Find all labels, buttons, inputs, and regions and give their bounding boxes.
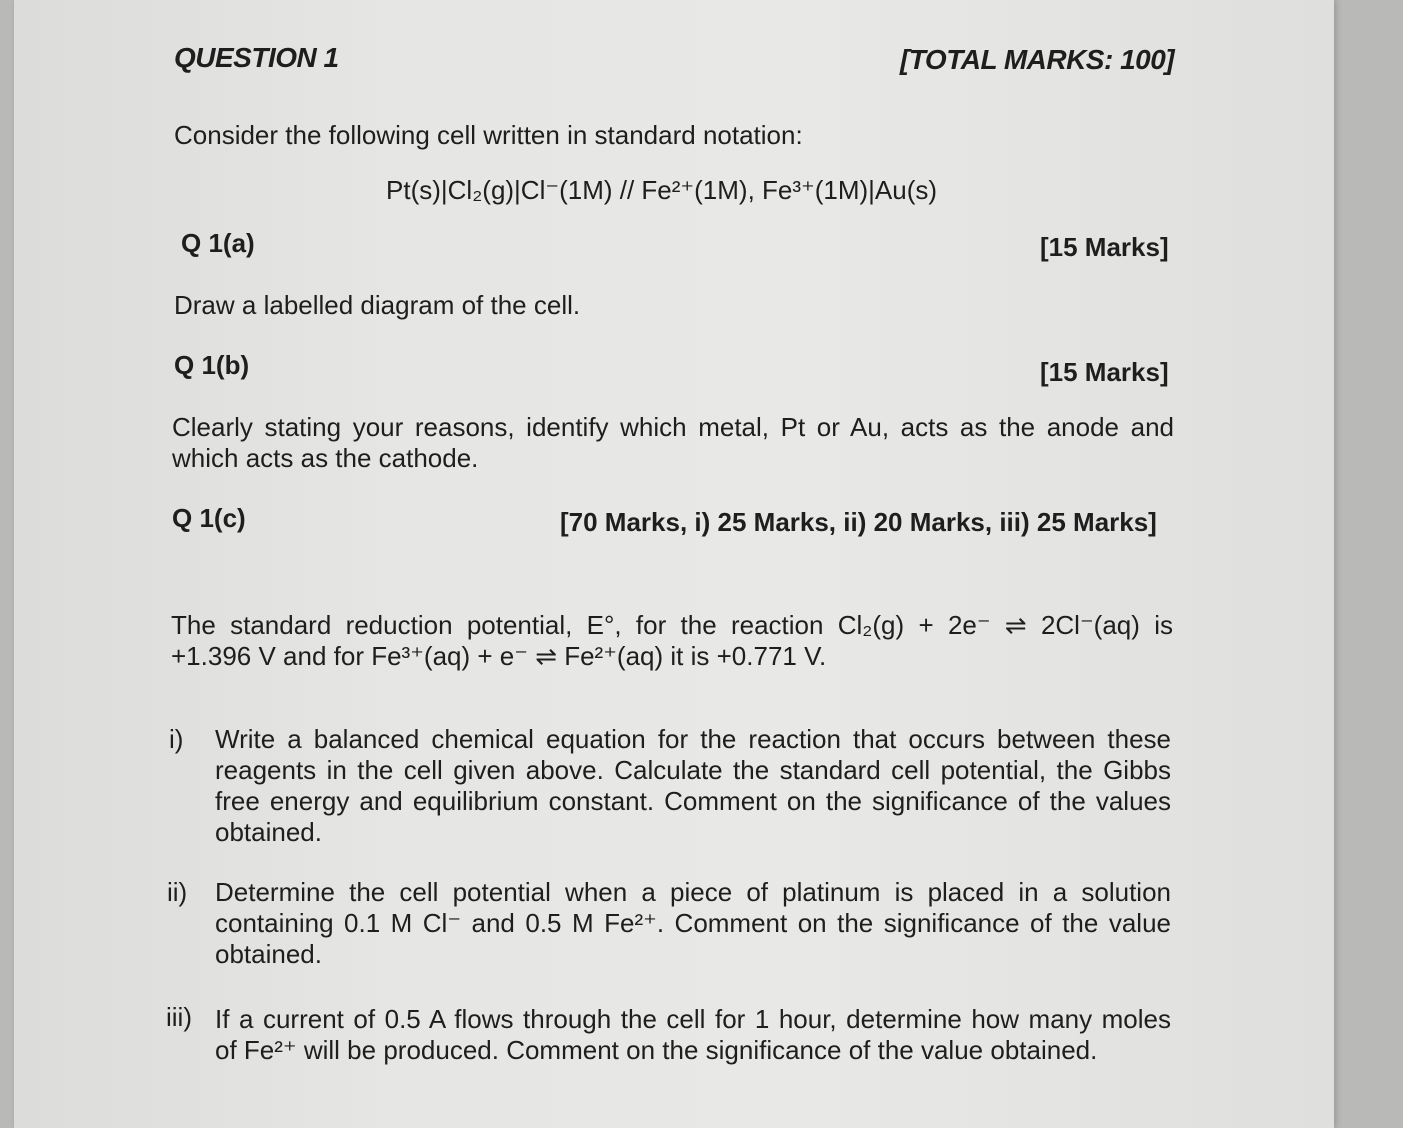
cell-notation: Pt(s)|Cl₂(g)|Cl⁻(1M) // Fe²⁺(1M), Fe³⁺(1M)|Au(s) <box>386 175 938 205</box>
part-i-line: reagents in the cell given above. Calculate the standard cell potential, the Gibbs <box>215 755 1171 785</box>
q1c-marks: [70 Marks, i) 25 Marks, ii) 20 Marks, iii) 25 Marks] <box>560 507 1157 537</box>
part-iii-line: of Fe²⁺ will be produced. Comment on the significance of the value obtained. <box>215 1035 1098 1065</box>
part-ii-text <box>215 877 1171 970</box>
q1b-line: Clearly stating your reasons, identify which metal, Pt or Au, acts as the anode and <box>172 412 1174 442</box>
part-iii-line: If a current of 0.5 A flows through the cell for 1 hour, determine how many moles <box>215 1004 1171 1034</box>
part-ii-line: containing 0.1 M Cl⁻ and 0.5 M Fe²⁺. Comment on the significance of the value <box>215 908 1171 938</box>
q1a-marks: [15 Marks] <box>1040 232 1169 262</box>
part-i-line: obtained. <box>215 817 322 847</box>
part-ii-numeral: ii) <box>167 877 188 907</box>
q1b-marks: [15 Marks] <box>1040 357 1169 387</box>
intro-text: Consider the following cell written in standard notation: <box>174 120 803 150</box>
part-iii-text <box>215 1004 1171 1066</box>
q1b-label: Q 1(b) <box>174 350 250 380</box>
q1a-label: Q 1(a) <box>181 228 255 258</box>
total-marks: [TOTAL MARKS: 100] <box>900 44 1175 75</box>
q1c-intro-line: The standard reduction potential, E°, for the reaction Cl₂(g) + 2e⁻ ⇌ 2Cl⁻(aq) is <box>171 610 1173 640</box>
q1a-text: Draw a labelled diagram of the cell. <box>174 290 581 320</box>
question-title: QUESTION 1 <box>174 42 339 73</box>
q1c-intro-line: +1.396 V and for Fe³⁺(aq) + e⁻ ⇌ Fe²⁺(aq) it is +0.771 V. <box>171 641 827 671</box>
part-iii-numeral: iii) <box>166 1002 192 1032</box>
q1b-text <box>172 412 1174 474</box>
part-ii-line: Determine the cell potential when a piece of platinum is placed in a solution <box>215 877 1171 907</box>
q1c-intro <box>171 610 1173 672</box>
part-i-numeral: i) <box>169 724 184 754</box>
exam-page <box>14 0 1334 1128</box>
q1c-label: Q 1(c) <box>172 503 246 533</box>
part-i-line: free energy and equilibrium constant. Comment on the significance of the values <box>215 786 1171 816</box>
part-ii-line: obtained. <box>215 939 322 969</box>
q1b-line: which acts as the cathode. <box>172 443 479 473</box>
part-i-line: Write a balanced chemical equation for the reaction that occurs between these <box>215 724 1171 754</box>
part-i-text <box>215 724 1171 848</box>
